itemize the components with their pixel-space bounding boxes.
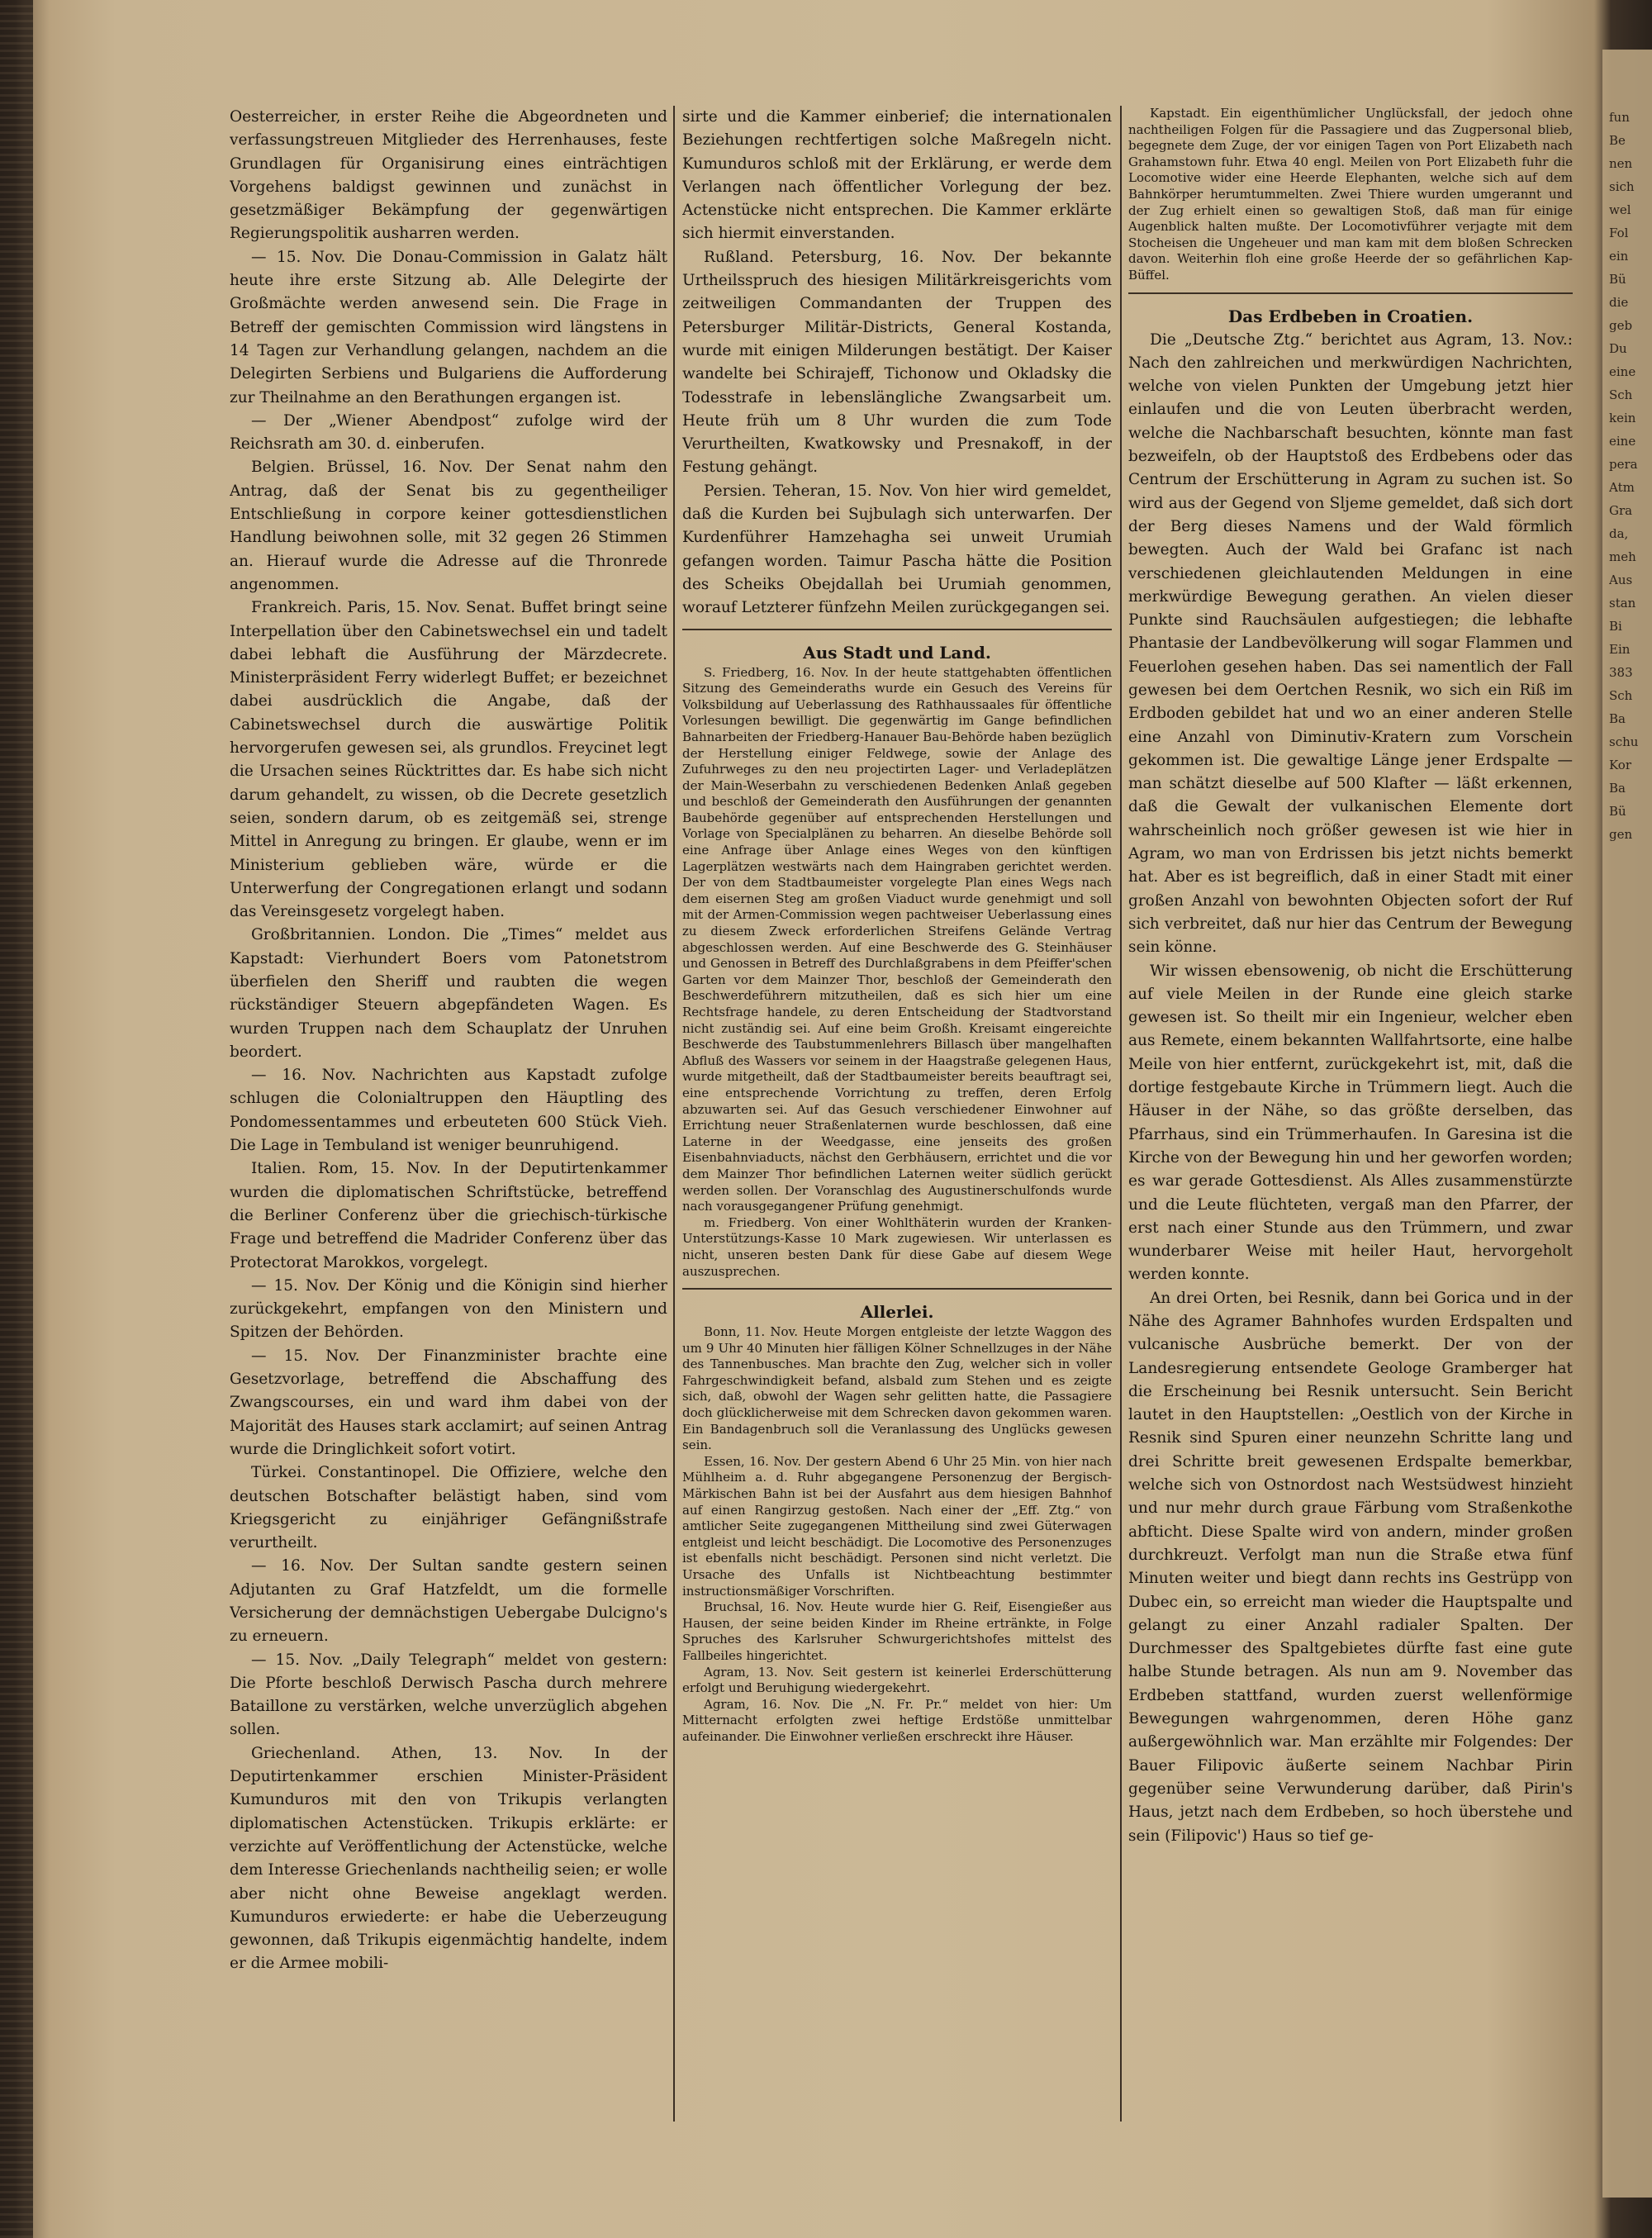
- fragment-line: Ba: [1609, 711, 1626, 726]
- fragment-line: 383: [1609, 665, 1633, 680]
- column-1: [230, 106, 667, 2113]
- article-paragraph: Italien. Rom, 15. Nov. In der Deputirtenkammer wurden die diplomatischen Schriftstücke, betreffend die Berliner Conferenz über die griechisch-türkische Frage und betreffend die Madrider Conferenz über das Protectorat Marokkos, vorgelegt.: [230, 1160, 667, 1271]
- section-divider: [682, 1288, 1112, 1290]
- local-news-item: m. Friedberg. Von einer Wohlthäterin wurden der Kranken-Unterstützungs-Kasse 10 Mark zugewiesen. Wir unterlassen es nicht, unseren besten Dank für diese Gabe auf diesem Wege auszusprechen.: [682, 1214, 1112, 1279]
- article-paragraph: Rußland. Petersburg, 16. Nov. Der bekannte Urtheilsspruch des hiesigen Militärkreisgerichts vom zeitweiligen Commandanten der Truppen des Petersburger Militär-Districts, General Kostanda, wurde mit einigen Milderungen bestätigt. Der Kaiser wandelte bei Schirajeff, Tichonow und Okladsky die Todesstrafe in lebenslängliche Zwangsarbeit um. Heute früh um 8 Uhr wurden die zum Tode Verurtheilten, Kwatkowsky und Presnakoff, in der Festung gehängt.: [682, 248, 1112, 477]
- adjacent-page-fragment: [1609, 106, 1649, 2088]
- article-paragraph: Belgien. Brüssel, 16. Nov. Der Senat nahm den Antrag, daß der Senat bis zu gegentheiliger Entschließung in corpore keiner gottesdienstlichen Handlung beiwohnen solle, mit 32 gegen 26 Stimmen an. Hierauf wurde die Adresse auf die Thronrede angenommen.: [230, 459, 667, 593]
- fragment-line: Ein: [1609, 642, 1631, 657]
- fragment-line: Fol: [1609, 226, 1629, 240]
- fragment-line: Bi: [1609, 619, 1622, 634]
- column-3: [1128, 106, 1573, 2179]
- local-news-item: S. Friedberg, 16. Nov. In der heute stattgehabten öffentlichen Sitzung des Gemeinderaths wurde ein Gesuch des Vereins für Volksbildung auf Ueberlassung des Rathhaussaales für öffentliche Vorlesungen bewilligt. Die gegenwärtig im Gange befindlichen Bahnarbeiten der Friedberg-Hanauer Bau-Behörde haben bezüglich der Herstellung einiger Feldwege, sowie der Anlage des Zufuhrweges zu den neu projectirten Lager- und Verladeplätzen der Main-Weserbahn zu verschiedenen Bedenken Anlaß gegeben und beschloß der Gemeinderath den Ausführungen der genannten Baubehörde gegenüber auf entsprechenden Herstellungen und Vorlage von Specialplänen zu beharren. An dieselbe Behörde soll eine Anfrage über Anlage eines Weges von den künftigen Lagerplätzen westwärts nach dem Haingraben gerichtet werden. Der von dem Stadtbaumeister vorgelegte Plan eines Wegs nach dem eisernen Steg am großen Viaduct wurde genehmigt und soll mit der Armen-Commission wegen pachtweiser Ueberlassung eines zu diesem Zweck erforderlichen Streifens Gelände Vertrag abgeschlossen werden. Auf eine Beschwerde des G. Steinhäuser und Genossen in Betreff des Durchlaßgrabens in dem Pfeiffer'schen Garten vor dem Mainzer Thor, beschloß der Gemeinderath den Beschwerdeführern mitzutheilen, daß es sich hier um eine Rechtsfrage handele, zu deren Entscheidung der Stadtvorstand nicht zuständig sei. Auf eine beim Großh. Kreisamt eingereichte Beschwerde des Taubstummenlehrers Billasch über mangelhaften Abfluß des Wassers vor seinem in der Haagstraße gelegenen Haus, wurde mitgetheilt, daß der Stadtbaumeister bereits beauftragt sei, eine entsprechende Vorrichtung zu treffen, deren Erfolg abzuwarten sei. Auf das Gesuch verschiedener Einwohner auf Errichtung neuer Straßenlaternen wurde beschlossen, daß eine Laterne in der Weedgasse, eine jenseits des großen Eisenbahnviaducts, nächst den Gerbhäusern, errichtet und die vor dem Mainzer Thor befindlichen Laternen weiter südlich gerückt werden sollen. Der Voranschlag des Augustinerschulfonds wurde nach vorausgegangener Prüfung genehmigt.: [682, 664, 1112, 1214]
- fragment-line: Kor: [1609, 758, 1632, 772]
- fragment-line: Aus: [1609, 573, 1633, 587]
- article-paragraph: — 16. Nov. Nachrichten aus Kapstadt zufolge schlugen die Colonialtruppen den Häuptling des Pondomessentammes und erbeuteten 600 Stück Vieh. Die Lage in Tembuland ist weniger beunruhigend.: [230, 1067, 667, 1155]
- column-divider: [673, 106, 675, 2122]
- article-paragraph: Die „Deutsche Ztg.“ berichtet aus Agram, 13. Nov.: Nach den zahlreichen und merkwürdigen Nachrichten, welche von vielen Punkten der Umgebung jetzt hier einlaufen und die von Leuten überbracht werden, welche die Nachbarschaft besuchten, könnte man fast bezweifeln, ob der Hauptstoß des Erdbebens oder das Centrum der Erschütterung in Agram zu suchen ist. So wird aus der Gegend von Sljeme gemeldet, daß sich dort der Berg dieses Namens und der Wald förmlich bewegten. Auch der Wald bei Grafanc ist nach verschiedenen gleichlautenden Meldungen in eine merkwürdige Bewegung gerathen. An vielen dieser Punkte sind Rauchsäulen aufgestiegen; die lebhafte Phantasie der Landbevölkerung will sogar Flammen und Feuerlohen gesehen haben. Das sei namentlich der Fall gewesen bei dem Oertchen Resnik, wo sich ein Riß im Erdboden gebildet hat und wo an einer anderen Stelle eine Anzahl von Diminutiv-Kratern zum Vorschein gekommen ist. Die gewaltige Länge jener Erdspalte — man schätzt dieselbe auf 500 Klafter — läßt erkennen, daß die Gewalt der vulkanischen Elemente dort wahrscheinlich noch größer gewesen ist wie hier in Agram, wo man von Erdrissen bis jetzt nichts bemerkt hat. Aber es ist begreiflich, daß in einer Stadt mit einer großen Anzahl von bewohnten Objecten sofort der Ruf sich verbreitet, daß nur hier das Centrum der Bewegung sein könne.: [1128, 330, 1573, 957]
- fragment-line: geb: [1609, 318, 1633, 333]
- fragment-line: schu: [1609, 734, 1639, 749]
- fragment-line: da,: [1609, 526, 1629, 541]
- misc-news-item: Bruchsal, 16. Nov. Heute wurde hier G. Reif, Eisengießer aus Hausen, der seine beiden Kinder im Rheine ertränkte, in Folge Spruches des Karlsruher Schwurgerichtshofes mittelst des Fallbeiles hingerichtet.: [682, 1599, 1112, 1663]
- fragment-line: Bü: [1609, 272, 1626, 287]
- article-paragraph: Oesterreicher, in erster Reihe die Abgeordneten und verfassungstreuen Mitglieder des Herrenhauses, feste Grundlagen für Organisirung eines einträchtigen Vorgehens baldigst gewinnen und zunächst in gesetzmäßiger Bekämpfung der gegenwärtigen Regierungspolitik ausharren werden.: [230, 108, 667, 243]
- fragment-line: eine: [1609, 364, 1636, 379]
- section-heading: Aus Stadt und Land.: [803, 642, 991, 663]
- misc-news-item: Essen, 16. Nov. Der gestern Abend 6 Uhr 25 Min. von hier nach Mühlheim a. d. Ruhr abgegangene Personenzug der Bergisch-Märkischen Bahn ist bei der Ausfahrt aus dem hiesigen Bahnhof auf einen Rangirzug gestoßen. Nach einer der „Eff. Ztg.“ von amtlicher Seite zugegangenen Mittheilung sind zwei Güterwagen entgleist und leicht beschädigt. Die Locomotive des Personenzuges ist ebenfalls nicht beschädigt. Personen sind nicht verletzt. Die Ursache des Unfalls ist Nichtbeachtung bestimmter instructionsmäßiger Vorschriften.: [682, 1453, 1112, 1599]
- fragment-line: Atm: [1609, 480, 1635, 495]
- column-divider: [1120, 106, 1122, 2122]
- fragment-line: sich: [1609, 179, 1635, 194]
- misc-news-item: Kapstadt. Ein eigenthümlicher Unglücksfall, der jedoch ohne nachtheiligen Folgen für die Passagiere und das Zugpersonal blieb, begegnete dem Zuge, der vor einigen Tagen von Port Elizabeth nach Grahamstown fuhr. Etwa 40 engl. Meilen von Port Elizabeth fuhr die Locomotive wider eine Heerde Elephanten, welche sich auf dem Bahnkörper herumtummelten. Zwei Thiere wurden umgerannt und der Zug erhielt einen so gewaltigen Stoß, daß man für einige Augenblick halten mußte. Der Locomotivführer verjagte mit dem Stocheisen die Ungeheuer und man kam mit dem bloßen Schrecken davon. Weiterhin floh eine große Heerde der so gefährlichen Kap-Büffel.: [1128, 106, 1573, 283]
- fragment-line: Ba: [1609, 781, 1626, 796]
- fragment-line: meh: [1609, 549, 1636, 564]
- article-paragraph: Wir wissen ebensowenig, ob nicht die Erschütterung auf viele Meilen in der Runde eine gleich starke gewesen ist. So theilt mir ein Ingenieur, welcher eben aus Remete, einem bekannten Wallfahrtsorte, eine halbe Meile von hier entfernt, zurückgekehrt ist, mit, daß die dortige festgebaute Kirche in Trümmern liegt. Auch die Häuser in der Nähe, so das größte derselben, das Pfarrhaus, sind ein Trümmerhaufen. In Garesina ist die Kirche von der Bewegung hin und her geworfen worden; es war gerade Gottesdienst. Als Alles zusammenstürzte und die Leute flüchteten, vergaß man den Pfarrer, der erst nach einer Stunde aus den Trümmern, und zwar wunderbarer Weise mit heiler Haut, hervorgeholt werden konnte.: [1128, 962, 1573, 1284]
- fragment-line: Sch: [1609, 387, 1633, 402]
- fragment-line: stan: [1609, 596, 1636, 611]
- column-2: [682, 106, 1112, 2113]
- fragment-line: wel: [1609, 202, 1631, 217]
- article-paragraph: — 15. Nov. „Daily Telegraph“ meldet von gestern: Die Pforte beschloß Derwisch Pascha durch mehrere Bataillone zu verstärken, welche unverzüglich abgehen sollen.: [230, 1651, 667, 1739]
- article-paragraph: — 15. Nov. Die Donau-Commission in Galatz hält heute ihre erste Sitzung ab. Alle Delegirte der Großmächte werden anwesend sein. Die Frage in Betreff der gemischten Commission wird längstens in 14 Tagen zur Verhandlung gelangen, nachdem an die Delegirten Serbiens und Bulgariens die Aufforderung zur Theilnahme an den Berathungen ergangen ist.: [230, 248, 667, 406]
- fragment-line: nen: [1609, 156, 1633, 171]
- fragment-line: Bü: [1609, 804, 1626, 819]
- fragment-line: Sch: [1609, 688, 1633, 703]
- article-paragraph: Griechenland. Athen, 13. Nov. In der Deputirtenkammer erschien Minister-Präsident Kumunduros mit den von Trikupis verlangten diplomatischen Actenstücken. Trikupis erklärte: er verzichte auf Veröffentlichung der Actenstücke, welche dem Interesse Griechenlands nachtheilig seien; er wolle aber nicht ohne Beweise angeklagt werden. Kumunduros erwiederte: er habe die Ueberzeugung gewonnen, daß Trikupis eigenmächtig handelte, indem er die Armee mobili-: [230, 1744, 667, 1973]
- article-heading: Das Erdbeben in Croatien.: [1227, 306, 1474, 326]
- article-paragraph: Großbritannien. London. Die „Times“ meldet aus Kapstadt: Vierhundert Boers vom Patonetstrom überfielen den Sheriff und raubten die wegen rückständiger Steuern abgepfändeten Wagen. Es wurden Truppen nach dem Schauplatz der Unruhen beordert.: [230, 926, 667, 1061]
- fragment-line: fun: [1609, 110, 1630, 125]
- article-paragraph: — 15. Nov. Der Finanzminister brachte eine Gesetzvorlage, betreffend die Abschaffung des Zwangscourses, ein und ward ihm dabei von der Majorität des Hauses stark acclamirt; auf seinen Antrag wurde die Dringlichkeit sofort votirt.: [230, 1347, 667, 1458]
- fragment-line: Be: [1609, 133, 1626, 148]
- article-paragraph: Frankreich. Paris, 15. Nov. Senat. Buffet bringt seine Interpellation über den Cabinetswechsel ein und tadelt dabei lebhaft die Ausführung der Märzdecrete. Ministerpräsident Ferry widerlegt Buffet; er bezeichnet dabei ausdrücklich die Angabe, daß der Cabinetswechsel durch die auswärtige Politik hervorgerufen gewesen sei, als grundlos. Freycinet legt die Ursachen seines Rücktrittes dar. Es habe sich nicht darum gehandelt, zu wissen, ob die Decrete gesetzlich seien, sondern darum, ob es zeitgemäß sei, strenge Mittel in Anregung zu bringen. Er glaube, wenn er im Ministerium geblieben wäre, würde er die Unterwerfung der Congregationen erlangt und sodann das Vereinsgesetz vorgelegt haben.: [230, 599, 667, 921]
- misc-news-item: Bonn, 11. Nov. Heute Morgen entgleiste der letzte Waggon des um 9 Uhr 40 Minuten hier fälligen Kölner Schnellzuges in der Nähe des Tannenbusches. Man brachte den Zug, welcher sich in voller Fahrgeschwindigkeit befand, alsbald zum Stehen und es zeigte sich, daß, obwohl der Wagen sehr gelitten hatte, die Passagiere doch glücklicherweise mit dem Schrecken davon gekommen waren. Ein Bandagenbruch soll die Veranlassung des Unglücks gewesen sein.: [682, 1324, 1112, 1453]
- article-paragraph: An drei Orten, bei Resnik, dann bei Gorica und in der Nähe des Agramer Bahnhofes wurden Erdspalten und vulcanische Ausbrüche bemerkt. Der von der Landesregierung entsendete Geologe Gramberger hat die Erscheinung bei Resnik untersucht. Sein Bericht lautet in den Hauptstellen: „Oestlich von der Kirche in Resnik sind Spuren einer neunzehn Schritte lang und drei Schritte breit gewesenen Erdspalte bemerkbar, welche sich von Ostnordost nach Westsüdwest hinzieht und nur mehr durch graue Färbung vom Straßenkothe abfticht. Diese Spalte wird von andern, minder großen durchkreuzt. Verfolgt man nun die Straße etwa fünf Minuten weiter und biegt dann rechts ins Gestrüpp von Dubec ein, so erreicht man wieder die Hauptspalte und gelangt zu einer Anzahl radialer Spalten. Der Durchmesser des Spaltgebietes dürfte fast eine gute halbe Stunde betragen. Als nun am 9. November das Erdbeben stattfand, wurden zuerst wellenförmige Bewegungen wahrgenommen, deren Höhe ganz außergewöhnlich war. Man erzählte mir Folgendes: Der Bauer Filipovic äußerte seinem Nachbar Pirin gegenüber seine Verwunderung darüber, daß Pirin's Haus, jetzt nach dem Erdbeben, so hoch überstehe und sein (Filipovic') Haus so tief ge-: [1128, 1289, 1573, 1845]
- fragment-line: gen: [1609, 827, 1633, 842]
- article-paragraph: sirte und die Kammer einberief; die internationalen Beziehungen rechtfertigen solche Maßregeln nicht. Kumunduros schloß mit der Erklärung, er werde dem Verlangen nach öffentlicher Vorlegung der bez. Actenstücke nicht entsprechen. Die Kammer erklärte sich hiermit einverstanden.: [682, 108, 1112, 243]
- article-paragraph: — Der „Wiener Abendpost“ zufolge wird der Reichsrath am 30. d. einberufen.: [230, 411, 667, 454]
- misc-news-item: Agram, 16. Nov. Die „N. Fr. Pr.“ meldet von hier: Um Mitternacht erfolgten zwei heftige Erdstöße unmittelbar aufeinander. Die Einwohner verließen erschreckt ihre Häuser.: [682, 1696, 1112, 1744]
- fragment-line: ein: [1609, 249, 1629, 264]
- section-divider: [682, 629, 1112, 630]
- article-paragraph: — 16. Nov. Der Sultan sandte gestern seinen Adjutanten zu Graf Hatzfeldt, um die formelle Versicherung der demnächstigen Uebergabe Dulcigno's zu erneuern.: [230, 1557, 667, 1646]
- fragment-line: Gra: [1609, 503, 1633, 518]
- book-spine: [0, 0, 33, 2238]
- fragment-line: Du: [1609, 341, 1627, 356]
- article-paragraph: Türkei. Constantinopel. Die Offiziere, welche den deutschen Botschafter belästigt haben, sind vom Kriegsgericht zu einjähriger Gefängnißstrafe verurtheilt.: [230, 1464, 667, 1552]
- fragment-line: pera: [1609, 457, 1638, 472]
- article-paragraph: Persien. Teheran, 15. Nov. Von hier wird gemeldet, daß die Kurden bei Sujbulagh sich unterwarfen. Der Kurdenführer Hamzehagha sei unweit Urumiah gefangen worden. Taimur Pascha hätte die Position des Scheiks Obejdallah bei Urumiah genommen, worauf Letzterer fünfzehn Meilen zurückgegangen sei.: [682, 482, 1112, 617]
- fragment-line: eine: [1609, 434, 1636, 449]
- section-divider: [1128, 292, 1573, 294]
- article-paragraph: — 15. Nov. Der König und die Königin sind hierher zurückgekehrt, empfangen von den Ministern und Spitzen der Behörden.: [230, 1276, 667, 1342]
- section-heading: Allerlei.: [860, 1302, 934, 1323]
- fragment-line: die: [1609, 295, 1629, 310]
- fragment-line: kein: [1609, 411, 1636, 425]
- misc-news-item: Agram, 13. Nov. Seit gestern ist keinerlei Erderschütterung erfolgt und Beruhigung wiedergekehrt.: [682, 1664, 1112, 1696]
